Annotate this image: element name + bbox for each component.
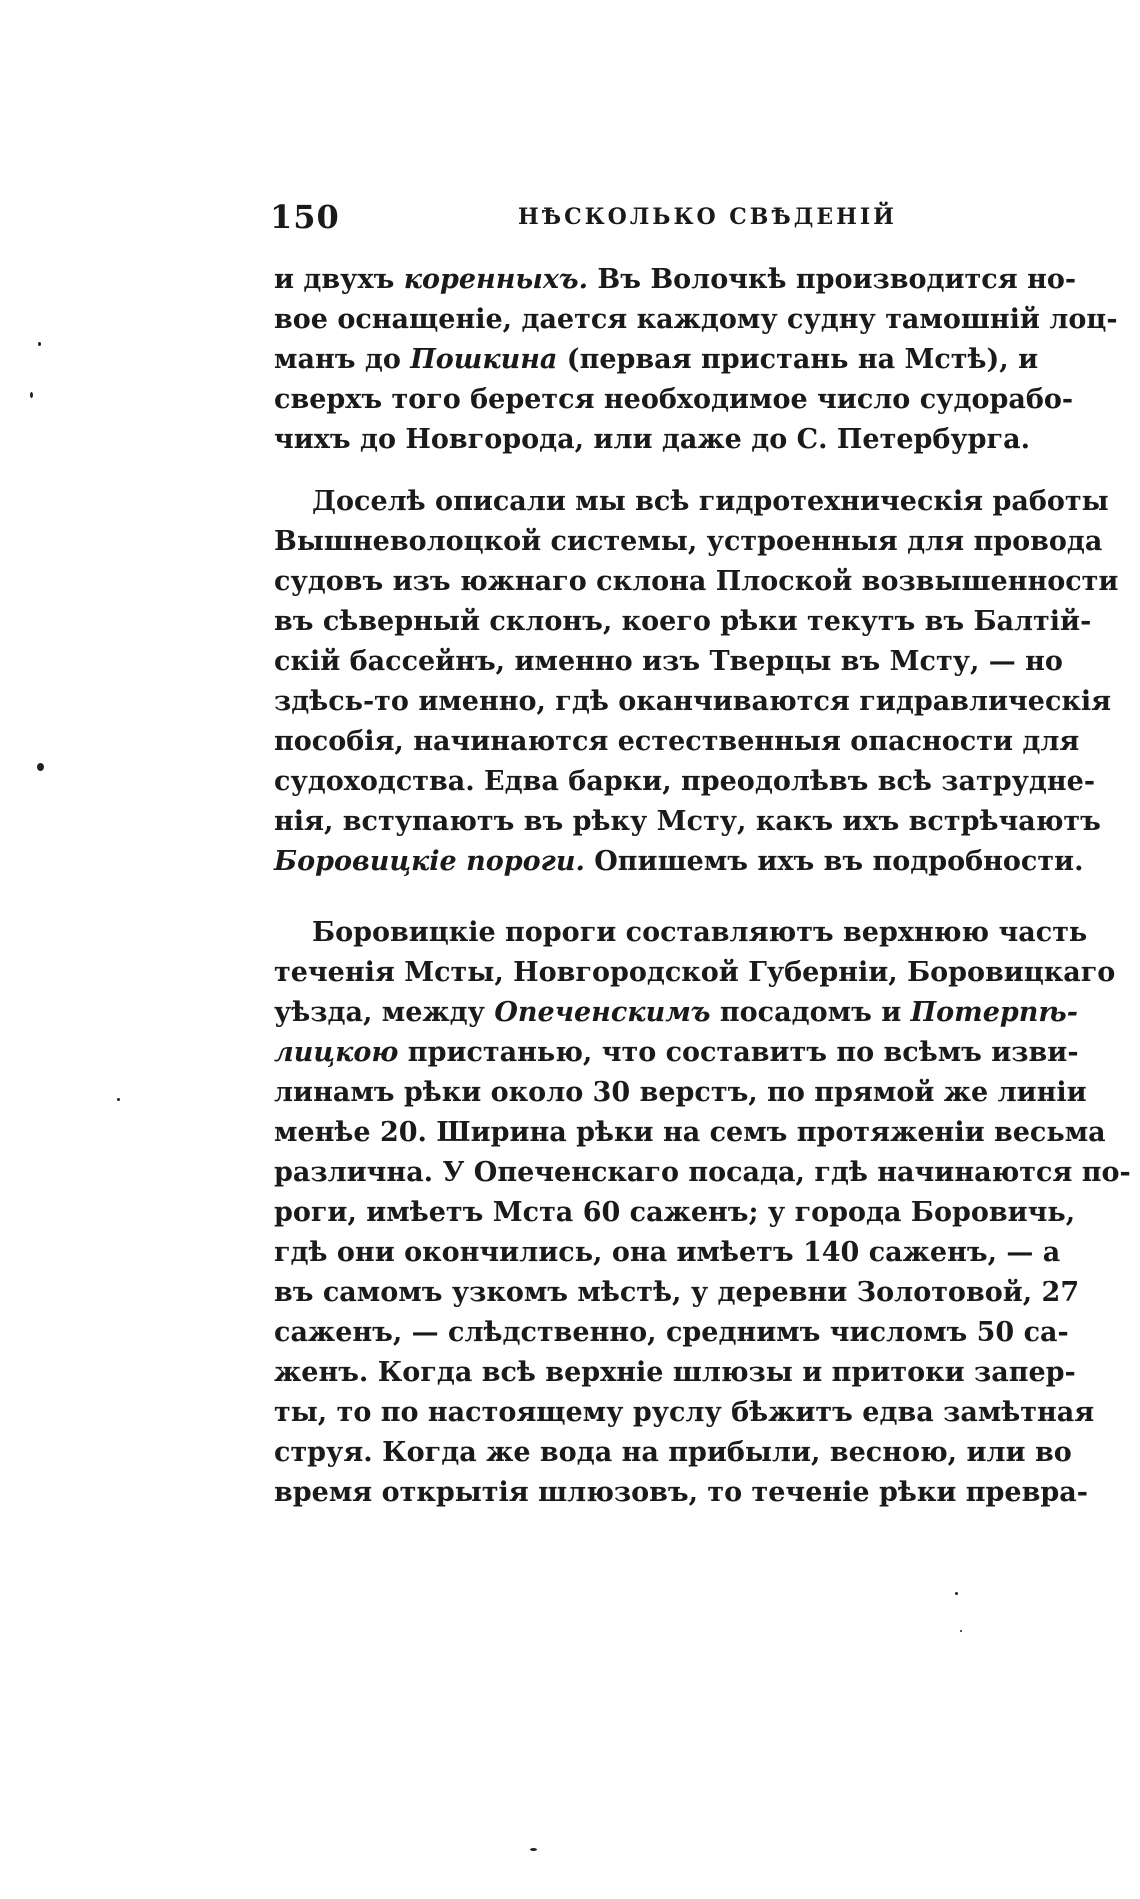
text-run: пособія, начинаются естественныя опасности для xyxy=(274,726,1080,757)
text-line xyxy=(274,802,1101,842)
text-line xyxy=(274,1433,1072,1473)
text-run: въ самомъ узкомъ мѣстѣ, у деревни Золотовой, 27 xyxy=(274,1277,1080,1308)
text-run: (первая пристань на Мстѣ), и xyxy=(557,344,1039,375)
text-line xyxy=(274,1273,1080,1313)
text-run: посадомъ и xyxy=(710,997,911,1028)
text-run: теченія Мсты, Новгородской Губерніи, Боровицкаго xyxy=(274,957,1116,988)
text-run: судоходства. Едва барки, преодолѣвъ всѣ затрудне- xyxy=(274,766,1096,797)
text-line xyxy=(274,260,1077,300)
text-line xyxy=(274,1313,1069,1353)
text-run: ты, то по настоящему руслу бѣжитъ едва замѣтная xyxy=(274,1397,1095,1428)
text-line xyxy=(312,913,1088,953)
text-run: саженъ, — слѣдственно, среднимъ числомъ 50 са- xyxy=(274,1317,1069,1348)
text-line xyxy=(274,1353,1076,1393)
page-number: 150 xyxy=(270,198,340,236)
text-run: время открытія шлюзовъ, то теченіе рѣки превра- xyxy=(274,1477,1088,1508)
text-run: въ сѣверный склонъ, коего рѣки текутъ въ Балтій- xyxy=(274,606,1092,637)
text-line xyxy=(274,562,1119,602)
text-run: судовъ изъ южнаго склона Плоской возвышенности xyxy=(274,566,1119,597)
text-line xyxy=(274,300,1118,340)
margin-speck xyxy=(38,342,41,346)
text-run: гдѣ они окончились, она имѣетъ 140 саженъ, — а xyxy=(274,1237,1061,1268)
text-line xyxy=(274,420,1030,460)
text-line xyxy=(274,1113,1106,1153)
text-run: и двухъ xyxy=(274,264,404,295)
text-run: Доселѣ описали мы всѣ гидротехническія работы xyxy=(312,486,1109,517)
text-line xyxy=(274,1473,1088,1513)
text-run: вое оснащеніе, дается каждому судну тамошній лоц- xyxy=(274,304,1118,335)
italic-text: лицкою xyxy=(274,1037,399,1068)
text-line xyxy=(274,1393,1095,1433)
italic-text: Пошкина xyxy=(410,344,558,375)
text-line xyxy=(274,842,1084,882)
text-run: здѣсь-то именно, гдѣ оканчиваются гидравлическія xyxy=(274,686,1112,717)
text-run: Вышневолоцкой системы, устроенныя для провода xyxy=(274,526,1103,557)
text-run: Опишемъ ихъ въ подробности. xyxy=(584,846,1084,877)
text-line xyxy=(274,1073,1087,1113)
text-line xyxy=(274,1153,1131,1193)
text-run: уѣзда, между xyxy=(274,997,495,1028)
text-line xyxy=(274,1033,1079,1073)
text-run: линамъ рѣки около 30 верстъ, по прямой же линіи xyxy=(274,1077,1087,1108)
margin-speck xyxy=(960,1630,962,1632)
text-run: чихъ до Новгорода, или даже до С. Петербурга. xyxy=(274,424,1030,455)
text-line xyxy=(274,953,1116,993)
text-run: нія, вступаютъ въ рѣку Мсту, какъ ихъ встрѣчаютъ xyxy=(274,806,1101,837)
text-run: женъ. Когда всѣ верхніе шлюзы и притоки запер- xyxy=(274,1357,1076,1388)
text-run: Въ Волочкѣ производится но- xyxy=(588,264,1077,295)
italic-text: Потерпѣ- xyxy=(910,997,1078,1028)
text-line xyxy=(312,482,1109,522)
margin-speck xyxy=(37,763,44,771)
text-run: струя. Когда же вода на прибыли, весною, или во xyxy=(274,1437,1072,1468)
italic-text: коренныхъ. xyxy=(403,264,588,295)
page-header xyxy=(270,198,1040,238)
text-run: пристанью, что составитъ по всѣмъ изви- xyxy=(398,1037,1079,1068)
text-run: менѣе 20. Ширина рѣки на семъ протяженіи весьма xyxy=(274,1117,1106,1148)
margin-speck xyxy=(530,1848,537,1851)
text-run: Боровицкіе пороги составляютъ верхнюю часть xyxy=(312,917,1088,948)
text-line xyxy=(274,642,1063,682)
text-run: манъ до xyxy=(274,344,411,375)
margin-speck xyxy=(30,392,33,398)
text-run: сверхъ того берется необходимое число судорабо- xyxy=(274,384,1074,415)
text-line xyxy=(274,1233,1061,1273)
text-run: различна. У Опеченскаго посада, гдѣ начинаются по- xyxy=(274,1157,1131,1188)
text-line xyxy=(274,722,1080,762)
italic-text: Опеченскимъ xyxy=(494,997,711,1028)
margin-speck xyxy=(117,1098,120,1101)
text-line xyxy=(274,380,1074,420)
text-line xyxy=(274,522,1103,562)
text-line xyxy=(274,682,1112,722)
running-head: НѢСКОЛЬКО СВѢДЕНІЙ xyxy=(518,204,897,230)
margin-speck xyxy=(955,1592,958,1595)
text-line xyxy=(274,762,1096,802)
italic-text: Боровицкіе пороги. xyxy=(274,846,585,877)
text-line xyxy=(274,1193,1076,1233)
text-line xyxy=(274,993,1078,1033)
text-line xyxy=(274,340,1039,380)
text-run: скій бассейнъ, именно изъ Тверцы въ Мсту, — но xyxy=(274,646,1063,677)
text-run: роги, имѣетъ Мста 60 саженъ; у города Боровичь, xyxy=(274,1197,1076,1228)
text-line xyxy=(274,602,1092,642)
